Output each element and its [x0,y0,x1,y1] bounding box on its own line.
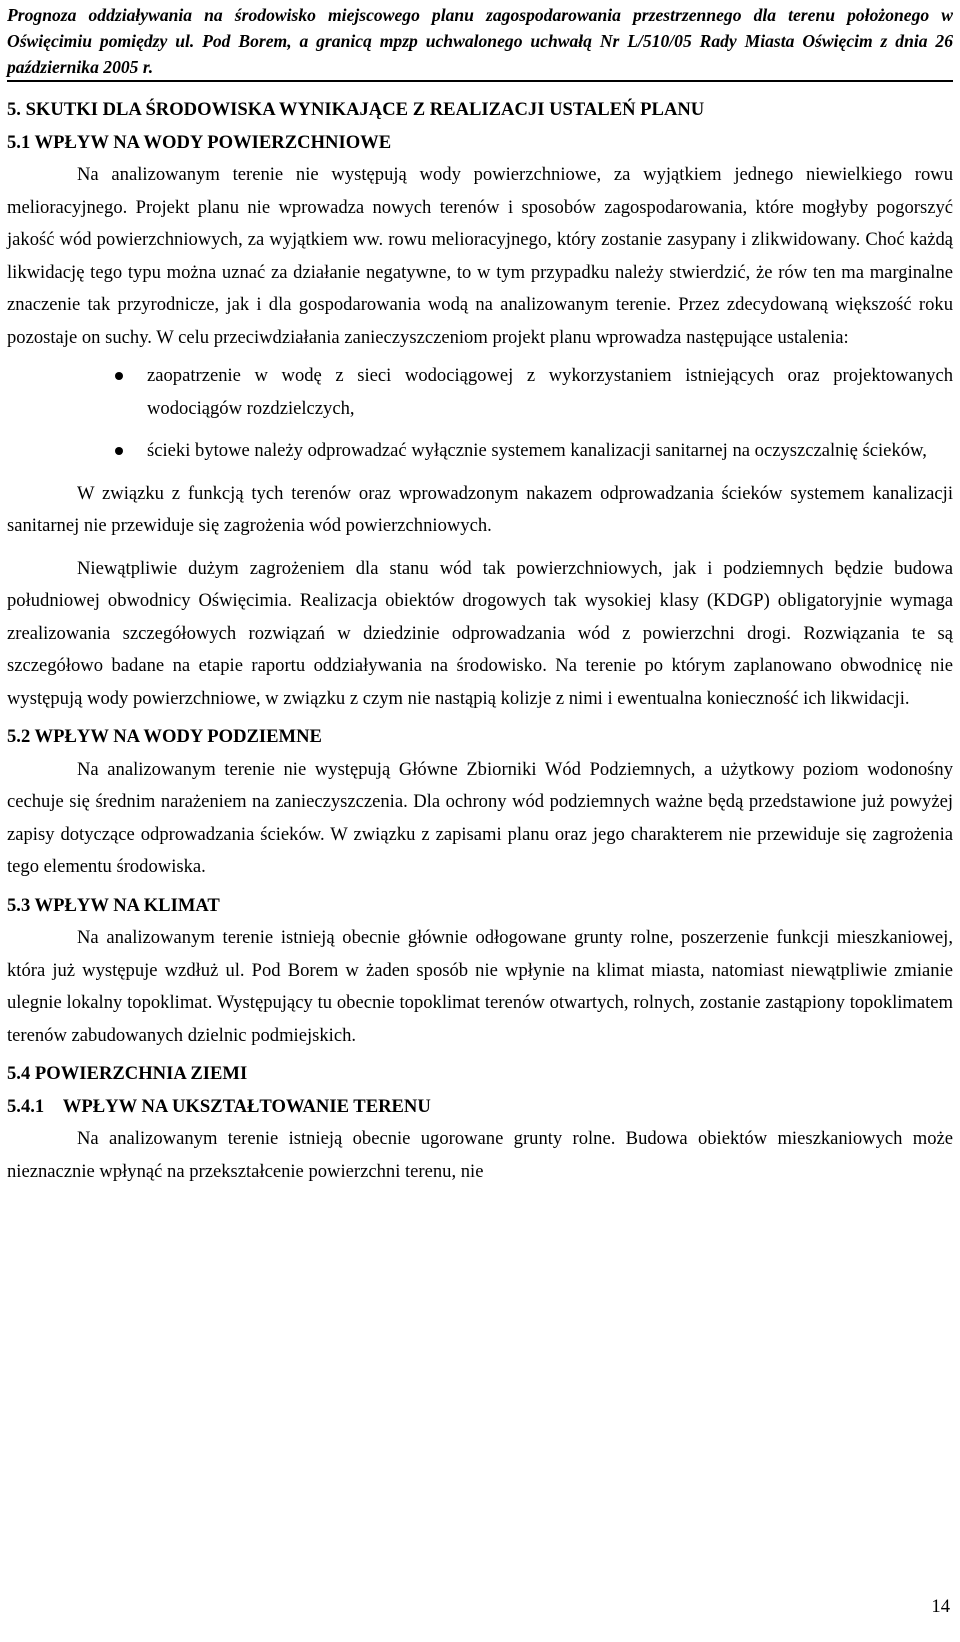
list-item-text: zaopatrzenie w wodę z sieci wodociągowej z wykorzystaniem istniejących oraz projektowanych wodociągów rozdzielczych, [147,365,953,419]
paragraph: Na analizowanym terenie nie występują wody powierzchniowe, za wyjątkiem jednego niewielkiego rowu melioracyjnego. Projekt planu nie wprowadza nowych terenów i sposobów zagospodarowania, które mogłyby pogorszyć jakość wód powierzchniowych, za wyjątkiem ww. rowu melioracyjnego, który zostanie zasypany i zlikwidowany. Choć każdą likwidację tego typu można uznać za działanie negatywne, to w tym przypadku należy stwierdzić, że rów ten ma marginalne znaczenie tak przyrodnicze, jak i dla gospodarowania wodą na analizowanym terenie. Przez zdecydowaną większość roku pozostaje on suchy. W celu przeciwdziałania zanieczyszczeniom projekt planu wprowadza następujące ustalenia: [7,164,953,348]
paragraph: Na analizowanym terenie istnieją obecnie głównie odłogowane grunty rolne, poszerzenie funkcji mieszkaniowej, która już występuje wzdłuż ul. Pod Borem w żaden sposób nie wpłynie na klimat miasta, natomiast niewątpliwie zmianie ulegnie lokalny topoklimat. Występujący tu obecnie topoklimat terenów otwartych, rolnych, zostanie zastąpiony topoklimatem terenów zabudowanych dzielnic podmiejskich. [7,927,953,1046]
paragraph: W związku z funkcją tych terenów oraz wprowadzonym nakazem odprowadzania ścieków systemem kanalizacji sanitarnej nie przewiduje się zagrożenia wód powierzchniowych. [7,482,953,536]
list-item-text: ścieki bytowe należy odprowadzać wyłącznie systemem kanalizacji sanitarnej na oczyszczalnię ścieków, [147,440,927,461]
subsection-heading: 5.2 WPŁYW NA WODY PODZIEMNE [7,726,322,747]
paragraph: Niewątpliwie dużym zagrożeniem dla stanu wód tak powierzchniowych, jak i podziemnych będzie budowa południowej obwodnicy Oświęcimia. Realizacja obiektów drogowych tak wysokiej klasy (KDGP) obligatoryjnie wymaga zrealizowania szczegółowych rozwiązań w dziedzinie odprowadzania wód z powierzchni drogi. Rozwiązania te są szczegółowo badane na etapie raportu oddziaływania na środowisko. Na terenie po którym zaplanowano obwodnicę nie występują wody powierzchniowe, w związku z czym nie nastąpią kolizje z nimi i ewentualna konieczność ich likwidacji. [7,557,953,709]
page-number: 14 [931,1596,950,1617]
running-header: Prognoza oddziaływania na środowisko miejscowego planu zagospodarowania przestrzennego dla terenu położonego w Oświęcimiu pomiędzy ul. Pod Borem, a granicą mpzp uchwalonego uchwałą Nr L/510/05 Rady Miasta Oświęcim z dnia 26 października 2005 r. [7,2,953,82]
subsection-heading: 5.3 WPŁYW NA KLIMAT [7,894,220,916]
bullet-icon [115,372,123,380]
paragraph: Na analizowanym terenie istnieją obecnie ugorowane grunty rolne. Budowa obiektów mieszkaniowych może nieznacznie wpłynąć na przekształcenie powierzchni terenu, nie [7,1128,953,1182]
list-item [7,435,953,468]
list-item [7,360,953,425]
bullet-icon [115,447,123,455]
section-heading: 5. SKUTKI DLA ŚRODOWISKA WYNIKAJĄCE Z REALIZACJI USTALEŃ PLANU [7,99,705,120]
document-body [7,94,953,1188]
subsection-heading: 5.4 POWIERZCHNIA ZIEMI [7,1063,248,1084]
subsection-heading: 5.1 WPŁYW NA WODY POWIERZCHNIOWE [7,131,392,153]
bullet-list [7,360,953,468]
subsubsection-heading: 5.4.1 WPŁYW NA UKSZTAŁTOWANIE TERENU [7,1095,431,1117]
paragraph: Na analizowanym terenie nie występują Główne Zbiorniki Wód Podziemnych, a użytkowy poziom wodonośny cechuje się średnim narażeniem na zanieczyszczenia. Dla ochrony wód podziemnych ważne będą przedstawione już powyżej zapisy dotyczące odprowadzania ścieków. W związku z zapisami planu oraz jego charakterem nie przewiduje się zagrożenia tego elementu środowiska. [7,758,953,877]
